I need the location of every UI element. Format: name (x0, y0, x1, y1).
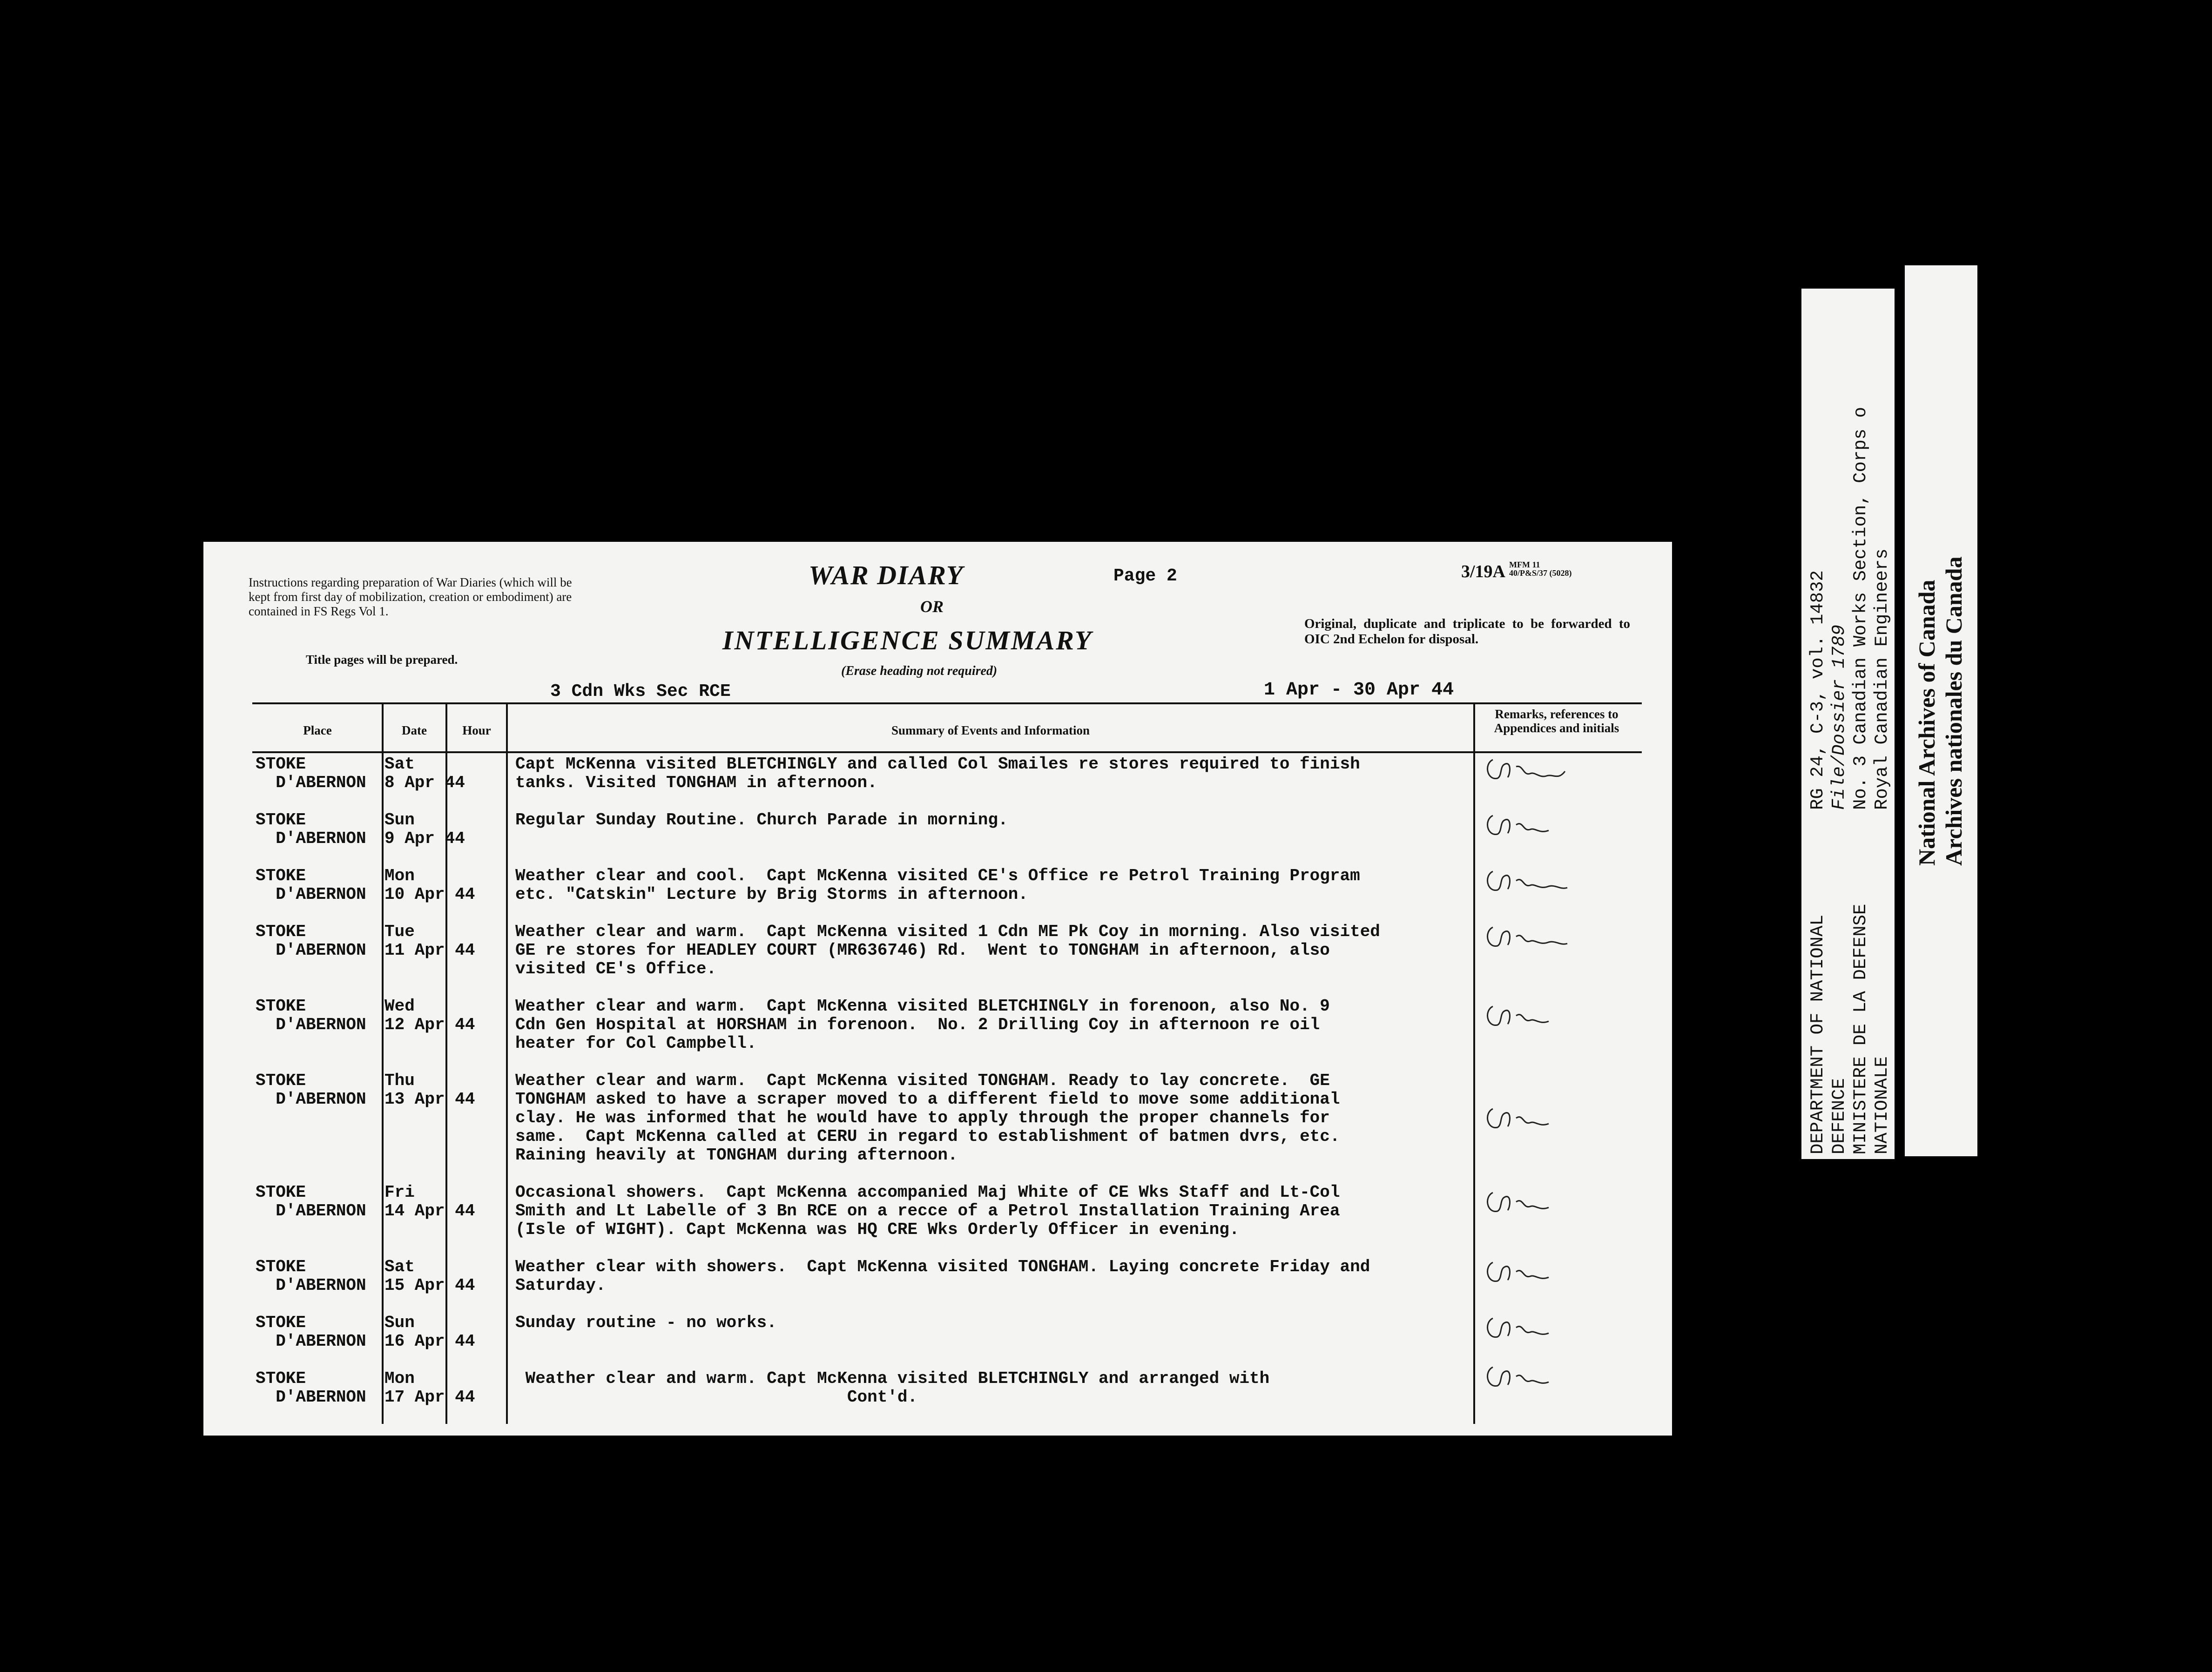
initials-signature (1479, 1258, 1581, 1290)
entry-summary: Weather clear and warm. Capt McKenna visited BLETCHINGLY and arranged with Cont'd. (525, 1369, 1270, 1407)
instructions-note: Instructions regarding preparation of War Diaries (which will be kept from first day of mobilization, creation or embodiment) are contained in FS Regs Vol 1. (249, 575, 572, 618)
initials-signature (1479, 1188, 1581, 1220)
entry-date: Sat 15 Apr 44 (384, 1257, 475, 1295)
entry-date: Sun 9 Apr 44 (384, 810, 465, 848)
title-pages-note: Title pages will be prepared. (306, 653, 458, 667)
unit-name: 3 Cdn Wks Sec RCE (550, 681, 731, 701)
initials-signature (1479, 1104, 1581, 1137)
form-code (1509, 560, 1572, 577)
entry-place: STOKE D'ABERNON (256, 1183, 366, 1220)
page-number: Page 2 (1113, 566, 1177, 586)
initials-signature (1479, 811, 1581, 843)
header-place: Place (303, 723, 332, 737)
erase-note: (Erase heading not required) (841, 664, 998, 678)
entry-place: STOKE D'ABERNON (256, 866, 366, 904)
national-archives-tag (1905, 265, 1977, 1156)
initials-signature (1479, 867, 1581, 899)
diary-period: 1 Apr - 30 Apr 44 (1264, 680, 1454, 701)
entry-place: STOKE D'ABERNON (256, 997, 366, 1034)
entry-summary: Weather clear and warm. Capt McKenna visited 1 Cdn ME Pk Coy in morning. Also visited GE re stores for HEADLEY COURT (MR636746) Rd. Went to TONGHAM in afternoon, also visited CE's Office. (515, 922, 1380, 978)
entry-place: STOKE D'ABERNON (256, 755, 366, 792)
initials-signature (1479, 1002, 1581, 1034)
table-header-rule (252, 751, 1642, 753)
entry-date: Tue 11 Apr 44 (384, 922, 475, 960)
entry-summary: Weather clear and warm. Capt McKenna visited BLETCHINGLY in forenoon, also No. 9 Cdn Gen Hospital at HORSHAM in forenoon. No. 2 Drilling Coy in afternoon re oil heater for Col Campbell. (515, 997, 1330, 1053)
form-title: WAR DIARY (809, 560, 964, 590)
form-title-or: OR (920, 597, 944, 616)
header-summary: Summary of Events and Information (891, 723, 1090, 737)
table-top-rule (252, 702, 1642, 704)
form-subtitle: INTELLIGENCE SUMMARY (722, 625, 1093, 655)
col-divider-place (382, 702, 384, 1424)
entry-summary: Regular Sunday Routine. Church Parade in morning. (515, 810, 1008, 829)
entry-date: Mon 17 Apr 44 (384, 1369, 475, 1407)
entry-date: Thu 13 Apr 44 (384, 1071, 475, 1109)
entry-summary: Occasional showers. Capt McKenna accompanied Maj White of CE Wks Staff and Lt-Col Smith and Lt Labelle of 3 Bn RCE on a recce of a Petrol Installation Training Area (Isle of WIGHT). Capt McKenna was HQ CRE Wks Orderly Officer in evening. (515, 1183, 1340, 1239)
initials-signature (1479, 755, 1581, 788)
reference-text: RG 24, C-3, vol. 14832 File/Dossier 1789 No. 3 Canadian Works Section, Corps o Royal Canadian Engineers (1807, 407, 1892, 810)
entry-date: Sat 8 Apr 44 (384, 755, 465, 792)
initials-signature (1479, 1362, 1581, 1395)
col-divider-hour (506, 702, 508, 1424)
header-date: Date (402, 723, 427, 737)
entry-place: STOKE D'ABERNON (256, 810, 366, 848)
entry-date: Mon 10 Apr 44 (384, 866, 475, 904)
entry-date: Sun 16 Apr 44 (384, 1313, 475, 1351)
entry-summary: Sunday routine - no works. (515, 1313, 777, 1332)
initials-signature (1479, 1314, 1581, 1346)
war-diary-page (203, 542, 1672, 1436)
header-remarks: Remarks, references to Appendices and initials (1494, 707, 1619, 735)
entry-summary: Weather clear and warm. Capt McKenna visited TONGHAM. Ready to lay concrete. GE TONGHAM asked to have a scraper moved to a different field to move some additional clay. He was informed that he would have to apply through the proper channels for same. Capt McKenna called at CERU in regard to establishment of batmen dvrs, etc. Raining heavily at TONGHAM during afternoon. (515, 1071, 1340, 1165)
entry-summary: Weather clear with showers. Capt McKenna visited TONGHAM. Laying concrete Friday and Saturday. (515, 1257, 1370, 1295)
entry-place: STOKE D'ABERNON (256, 1071, 366, 1109)
entry-place: STOKE D'ABERNON (256, 1313, 366, 1351)
entry-place: STOKE D'ABERNON (256, 1369, 366, 1407)
entry-place: STOKE D'ABERNON (256, 1257, 366, 1295)
entry-date: Wed 12 Apr 44 (384, 997, 475, 1034)
archives-name: National Archives of Canada Archives nationales du Canada (1914, 556, 1967, 866)
header-hour: Hour (462, 723, 491, 737)
archive-reference-label (1801, 289, 1895, 1159)
entry-summary: Weather clear and cool. Capt McKenna visited CE's Office re Petrol Training Program etc. "Catskin" Lecture by Brig Storms in afternoon. (515, 866, 1360, 904)
form-code-b: 40/P&S/37 (5028) (1509, 568, 1572, 578)
forwarding-note: Original, duplicate and triplicate to be forwarded to OIC 2nd Echelon for disposal. (1304, 616, 1630, 647)
entry-place: STOKE D'ABERNON (256, 922, 366, 960)
form-code-a: MFM 11 (1509, 560, 1540, 569)
department-text: DEPARTMENT OF NATIONAL DEFENCE MINISTERE DE LA DEFENSE NATIONALE (1807, 903, 1892, 1154)
entry-date: Fri 14 Apr 44 (384, 1183, 475, 1220)
form-number: 3/19A (1461, 562, 1505, 581)
entry-summary: Capt McKenna visited BLETCHINGLY and called Col Smailes re stores required to finish tanks. Visited TONGHAM in afternoon. (515, 755, 1360, 792)
initials-signature (1479, 923, 1581, 955)
